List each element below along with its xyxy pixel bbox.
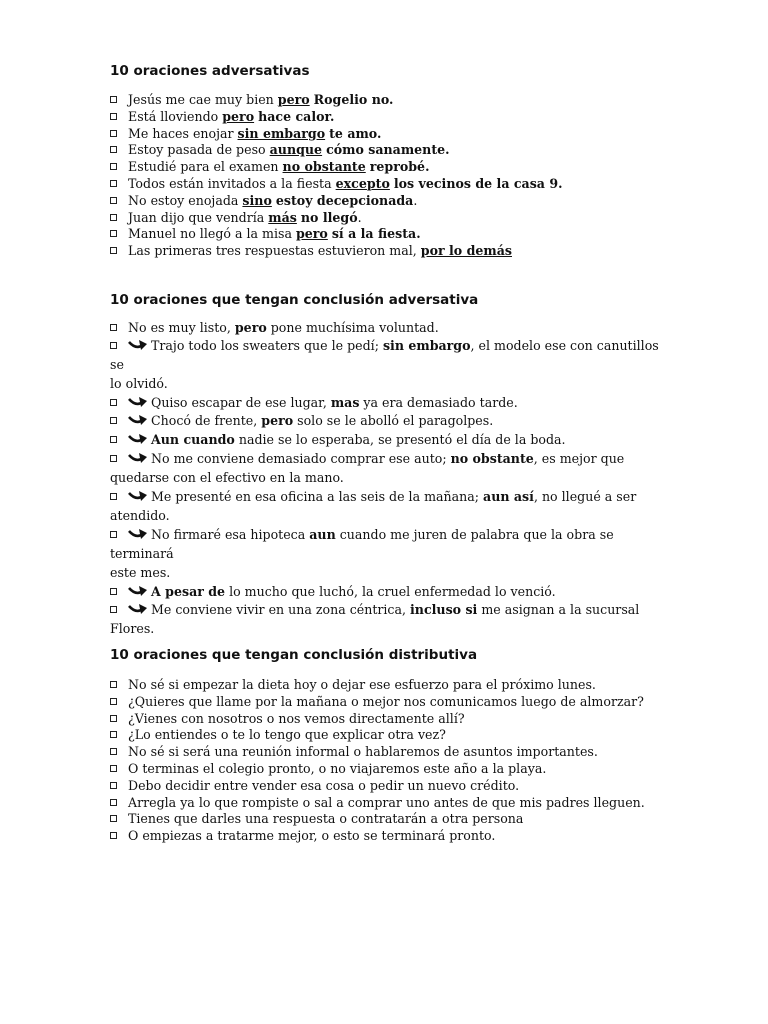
item-connector: Aun cuando xyxy=(151,432,235,448)
list-item xyxy=(110,795,670,812)
item-text: Estoy pasada de peso xyxy=(128,142,270,158)
list-item xyxy=(110,210,670,227)
item-connector: pero xyxy=(234,320,267,335)
list-conclusion-distributiva xyxy=(110,677,670,845)
item-clause: Rogelio no. xyxy=(313,92,394,107)
list-item xyxy=(110,601,670,639)
item-text: nadie se lo esperaba, se presentó el día de la boda. xyxy=(234,432,566,448)
checkbox-icon xyxy=(110,180,117,187)
section-title-adversativas: 10 oraciones adversativas xyxy=(110,63,310,79)
item-tail: . xyxy=(357,209,362,225)
list-item xyxy=(110,394,670,413)
item-connector: aun así xyxy=(483,489,534,505)
list-item xyxy=(110,431,670,450)
item-clause: los vecinos de la casa 9. xyxy=(393,175,563,191)
item-text: Las primeras tres respuestas estuvieron mal, xyxy=(128,243,421,259)
list-item xyxy=(110,744,670,761)
checkbox-icon xyxy=(110,417,117,424)
item-text: Todos están invitados a la fiesta xyxy=(128,175,336,191)
item-text: , es mejor que xyxy=(533,451,625,467)
list-item xyxy=(110,450,670,488)
item-conjunction: sino xyxy=(242,192,272,208)
list-item xyxy=(110,583,670,602)
checkbox-icon xyxy=(110,230,117,237)
checkbox-icon xyxy=(110,765,117,772)
item-text: me asignan a la sucursal xyxy=(477,602,640,618)
item-text: Trajo todo los sweaters que le pedí; xyxy=(151,337,383,353)
checkbox-icon xyxy=(110,606,117,613)
item-connector: mas xyxy=(330,394,360,410)
item-connector: sin embargo xyxy=(382,337,471,353)
list-item xyxy=(110,694,670,711)
list-item xyxy=(110,711,670,728)
item-conjunction: pero xyxy=(295,226,328,242)
checkbox-icon xyxy=(110,247,117,254)
list-item xyxy=(110,677,670,694)
item-clause: reprobé. xyxy=(369,159,430,175)
list-item xyxy=(110,488,670,526)
list-item xyxy=(110,811,670,828)
item-text: Arregla ya lo que rompiste o sal a comprar uno antes de que mis padres lleguen. xyxy=(128,794,645,810)
item-clause: te amo. xyxy=(329,125,382,141)
item-conjunction: más xyxy=(268,209,297,225)
checkbox-icon xyxy=(110,130,117,137)
list-item xyxy=(110,92,670,109)
checkbox-icon xyxy=(110,197,117,204)
list-conclusion-adversativa xyxy=(110,320,670,639)
checkbox-icon xyxy=(110,436,117,443)
item-conjunction: sin embargo xyxy=(237,125,326,141)
list-item xyxy=(110,243,670,260)
arrow-icon xyxy=(128,338,148,352)
checkbox-icon xyxy=(110,399,117,406)
checkbox-icon xyxy=(110,214,117,221)
item-text-continued: este mes. xyxy=(110,564,171,580)
checkbox-icon xyxy=(110,698,117,705)
checkbox-icon xyxy=(110,493,117,500)
checkbox-icon xyxy=(110,782,117,789)
item-clause: hace calor. xyxy=(258,108,335,124)
item-text: , el modelo ese con canutillos se xyxy=(110,337,659,372)
list-item xyxy=(110,778,670,795)
item-conjunction: excepto xyxy=(335,175,390,191)
list-item xyxy=(110,337,670,394)
item-text: Jesús me cae muy bien xyxy=(128,92,278,107)
item-conjunction: por lo demás xyxy=(420,243,512,259)
checkbox-icon xyxy=(110,146,117,153)
checkbox-icon xyxy=(110,324,117,331)
item-text: solo se le abolló el paragolpes. xyxy=(293,413,494,429)
checkbox-icon xyxy=(110,588,117,595)
item-clause: sí a la fiesta. xyxy=(331,226,421,242)
item-text: Manuel no llegó a la misa xyxy=(128,226,296,242)
item-conjunction: pero xyxy=(277,92,310,107)
arrow-icon xyxy=(128,451,148,465)
checkbox-icon xyxy=(110,163,117,170)
item-text: No firmaré esa hipoteca xyxy=(151,526,310,542)
checkbox-icon xyxy=(110,748,117,755)
list-item xyxy=(110,226,670,243)
list-adversativas xyxy=(110,92,670,260)
list-item xyxy=(110,176,670,193)
item-text: No sé si empezar la dieta hoy o dejar ese esfuerzo para el próximo lunes. xyxy=(128,677,596,692)
checkbox-icon xyxy=(110,799,117,806)
item-text: No sé si será una reunión informal o hablaremos de asuntos importantes. xyxy=(128,744,598,760)
checkbox-icon xyxy=(110,342,117,349)
item-text-continued: Flores. xyxy=(110,621,155,637)
arrow-icon xyxy=(128,432,148,446)
item-text: ¿Quieres que llame por la mañana o mejor nos comunicamos luego de almorzar? xyxy=(128,693,644,709)
list-item xyxy=(110,193,670,210)
item-text: cuando me juren de palabra que la obra se terminará xyxy=(110,526,614,561)
item-text: ¿Lo entiendes o te lo tengo que explicar otra vez? xyxy=(128,727,446,743)
item-text-continued: lo olvidó. xyxy=(110,375,168,391)
item-conjunction: no obstante xyxy=(282,159,366,175)
checkbox-icon xyxy=(110,832,117,839)
checkbox-icon xyxy=(110,531,117,538)
list-item xyxy=(110,526,670,583)
list-item xyxy=(110,727,670,744)
item-text: O terminas el colegio pronto, o no viajaremos este año a la playa. xyxy=(128,760,547,776)
item-text: Tienes que darles una respuesta o contratarán a otra persona xyxy=(128,811,524,827)
item-text: No me conviene demasiado comprar ese auto; xyxy=(151,451,451,467)
arrow-icon xyxy=(128,584,148,598)
checkbox-icon xyxy=(110,455,117,462)
item-text: Juan dijo que vendría xyxy=(128,209,269,225)
item-connector: no obstante xyxy=(450,451,534,467)
item-text: ya era demasiado tarde. xyxy=(359,394,518,410)
checkbox-icon xyxy=(110,96,117,103)
arrow-icon xyxy=(128,395,148,409)
arrow-icon xyxy=(128,413,148,427)
item-text: Está lloviendo xyxy=(128,108,223,124)
item-clause: cómo sanamente. xyxy=(326,142,450,158)
arrow-icon xyxy=(128,527,148,541)
list-item xyxy=(110,142,670,159)
checkbox-icon xyxy=(110,731,117,738)
item-text-continued: atendido. xyxy=(110,507,170,523)
item-clause: no llegó xyxy=(300,209,358,225)
arrow-icon xyxy=(128,489,148,503)
list-item xyxy=(110,126,670,143)
checkbox-icon xyxy=(110,715,117,722)
section-title-conclusion-distributiva: 10 oraciones que tengan conclusión distributiva xyxy=(110,647,478,663)
item-text: Estudié para el examen xyxy=(128,159,283,175)
arrow-icon xyxy=(128,602,148,616)
item-tail: . xyxy=(413,192,418,208)
list-item xyxy=(110,320,670,337)
item-text: No es muy listo, xyxy=(128,320,235,335)
item-conjunction: aunque xyxy=(269,142,323,158)
item-text: pone muchísima voluntad. xyxy=(266,320,439,335)
item-text: Chocó de frente, xyxy=(151,413,262,429)
list-item xyxy=(110,761,670,778)
item-text-continued: quedarse con el efectivo en la mano. xyxy=(110,470,344,486)
section-title-conclusion-adversativa: 10 oraciones que tengan conclusión adversativa xyxy=(110,292,479,308)
item-text: Debo decidir entre vender esa cosa o pedir un nuevo crédito. xyxy=(128,777,520,793)
item-text: lo mucho que luchó, la cruel enfermedad lo venció. xyxy=(225,583,556,599)
item-connector: A pesar de xyxy=(151,583,226,599)
checkbox-icon xyxy=(110,815,117,822)
item-text: Me conviene vivir en una zona céntrica, xyxy=(151,602,411,618)
list-item xyxy=(110,828,670,845)
item-text: Me presenté en esa oficina a las seis de la mañana; xyxy=(151,489,484,505)
item-text: No estoy enojada xyxy=(128,192,243,208)
checkbox-icon xyxy=(110,681,117,688)
list-item xyxy=(110,109,670,126)
list-item xyxy=(110,412,670,431)
item-connector: incluso si xyxy=(410,602,478,618)
item-text: , no llegué a ser xyxy=(533,489,637,505)
list-item xyxy=(110,159,670,176)
item-conjunction: pero xyxy=(222,108,255,124)
item-connector: pero xyxy=(261,413,294,429)
item-text: O empiezas a tratarme mejor, o esto se terminará pronto. xyxy=(128,828,496,844)
item-text: ¿Vienes con nosotros o nos vemos directamente allí? xyxy=(128,710,465,726)
item-connector: aun xyxy=(309,526,336,542)
item-clause: estoy decepcionada xyxy=(275,192,414,208)
checkbox-icon xyxy=(110,113,117,120)
item-text: Quiso escapar de ese lugar, xyxy=(151,394,331,410)
item-text: Me haces enojar xyxy=(128,125,238,141)
